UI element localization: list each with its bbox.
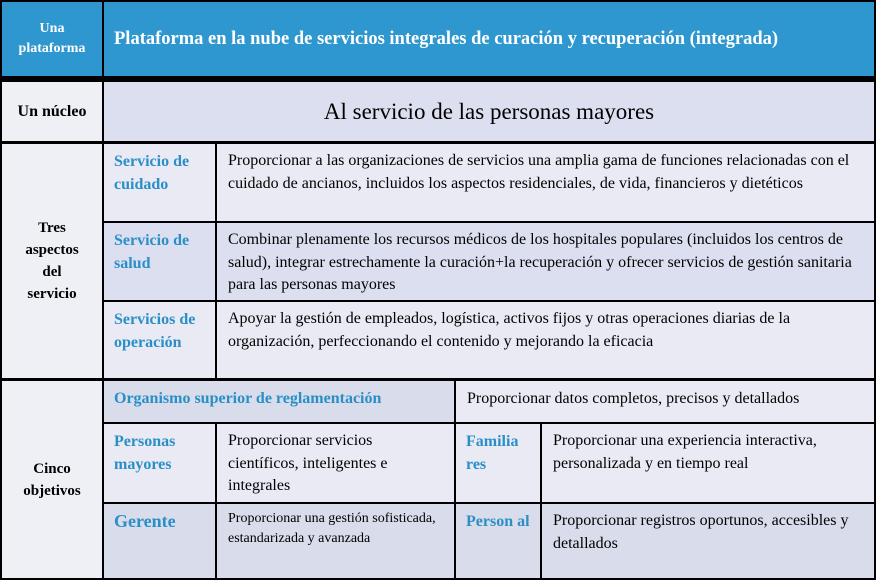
aspect-text-health: Combinar plenamente los recursos médicos de los hospitales populares (incluidos los centros de salud), integrar estrechamente la curación+la recuperación y ofrecer servicios de gestión sanitaria para las personas mayores [217, 223, 874, 300]
aspect-label-operation: Servicios de operación [104, 302, 215, 378]
aspect-text-care: Proporcionar a las organizaciones de servicios una amplia gama de funciones relacionadas con el cuidado de ancianos, incluidos los aspectos residenciales, de vida, financieros y dietéticos [217, 144, 874, 221]
objective-label-families: Familia res [456, 424, 540, 502]
core-text: Al servicio de las personas mayores [323, 98, 655, 124]
objective-label-manager: Gerente [104, 504, 215, 578]
corner-label: Una plataforma [18, 21, 86, 56]
objective-text-elderly: Proporcionar servicios científicos, inteligentes e integrales [217, 424, 454, 502]
aspects-label: Tres aspectos del servicio [25, 220, 79, 302]
aspect-label-care: Servicio de cuidado [104, 144, 215, 221]
objective-label-regulator: Organismo superior de reglamentación [104, 381, 454, 422]
objective-text-staff: Proporcionar registros oportunos, accesibles y detallados [542, 504, 874, 578]
objectives-label-cell [2, 381, 102, 578]
aspect-text-operation: Apoyar la gestión de empleados, logística, activos fijos y otras operaciones diarias de la organización, perfeccionando el contenido y mejorando la eficacia [217, 302, 874, 378]
page-title: Plataforma en la nube de servicios integrales de curación y recuperación (integrada) [114, 28, 779, 49]
objectives-label: Cinco objetivos [23, 460, 81, 499]
core-text-cell [104, 82, 874, 141]
core-label: Un núcleo [17, 102, 87, 120]
objective-label-staff: Person al [456, 504, 540, 578]
objective-text-families: Proporcionar una experiencia interactiva, personalizada y en tiempo real [542, 424, 874, 502]
aspect-label-health: Servicio de salud [104, 223, 215, 300]
aspects-label-cell [2, 144, 102, 378]
core-label-cell [2, 82, 102, 141]
objective-text-manager: Proporcionar una gestión sofisticada, estandarizada y avanzada [217, 504, 454, 578]
objective-text-regulator: Proporcionar datos completos, precisos y detallados [456, 381, 874, 422]
corner-label-cell [2, 2, 102, 76]
header-title-cell [104, 2, 874, 76]
objective-label-elderly: Personas mayores [104, 424, 215, 502]
